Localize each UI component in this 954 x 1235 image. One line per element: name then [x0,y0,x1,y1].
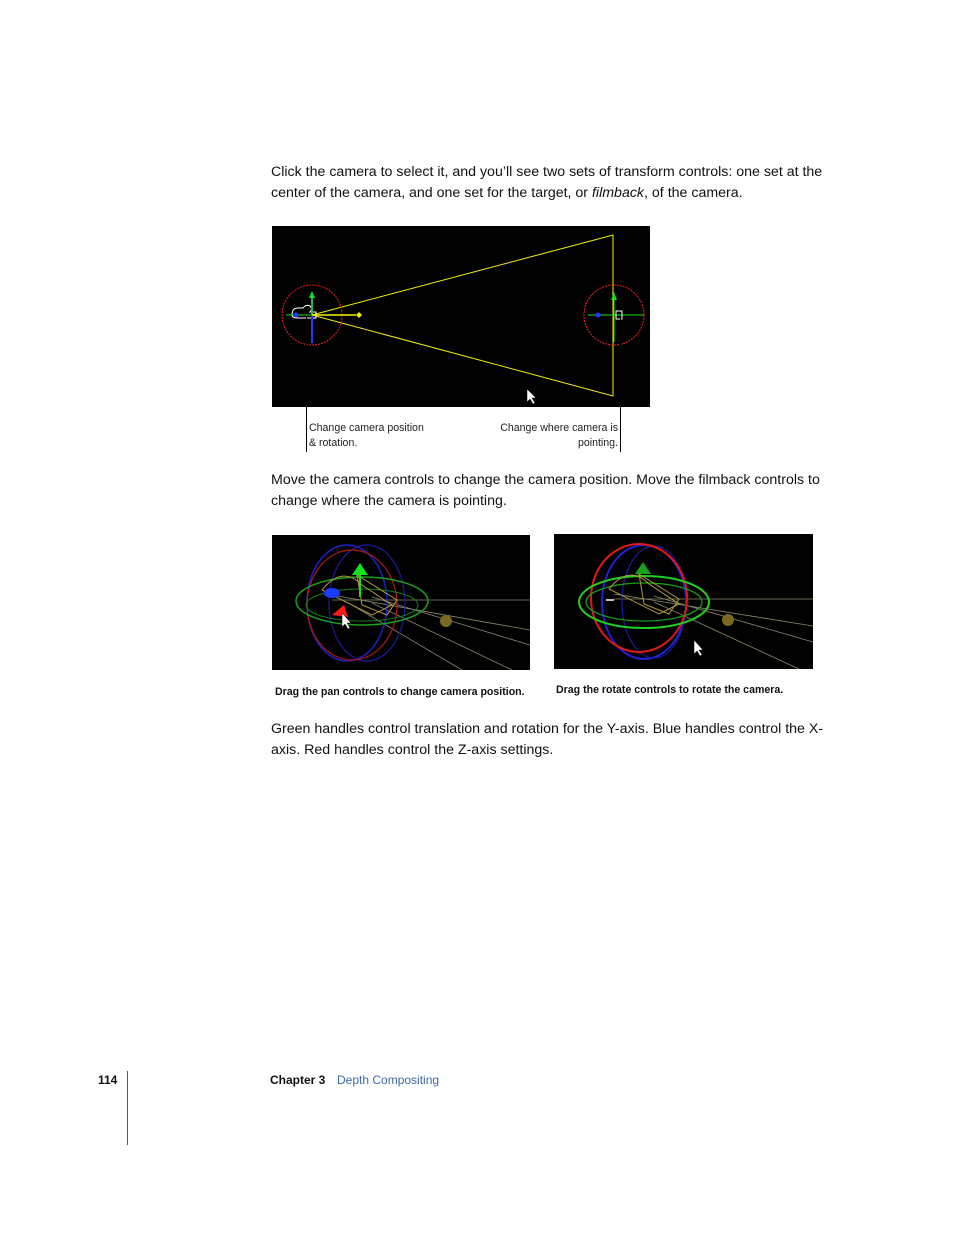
filmback-term: filmback [591,185,645,201]
callout-leader-left [306,316,307,452]
mouse-cursor-icon [527,389,536,404]
rotate-controls-graphic [554,534,813,669]
axis-colors-paragraph: Green handles control translation and rotation for the Y-axis. Blue handles control the X-axis. Red handles control the Z-axis settings. [271,721,824,758]
pan-controls-graphic [272,535,530,670]
camera-target-handle [356,312,362,318]
camera-top-view-figure [272,226,650,407]
filmback-y-arrow [611,292,617,300]
footer-chapter-label: Chapter 3 [270,1073,326,1087]
pan-controls-caption: Drag the pan controls to change camera position. [275,686,525,698]
intro-text-end: , of the camera. [644,185,743,201]
pan-controls-figure [272,535,530,670]
footer-chapter-title: Depth Compositing [337,1073,440,1087]
mouse-cursor-icon [694,640,703,656]
callout-camera-position: Change camera position & rotation. [309,422,424,449]
filmback-x-handle [596,313,601,318]
callout-leader-right [620,316,621,452]
page-number: 114 [98,1073,118,1087]
rotate-controls-caption: Drag the rotate controls to rotate the camera. [556,684,784,696]
intro-paragraph [271,162,831,204]
rotate-controls-figure [554,534,813,669]
camera-y-arrow [309,291,315,298]
filmback-paragraph: Move the camera controls to change the camera position. Move the filmback controls to change where the camera is pointing. [271,472,820,509]
intro-text: Click the camera to select it, and you’ll see two sets of transform controls: one set at the center of the camera, and one set for the target, or [271,164,823,201]
camera-x-handle [294,313,299,318]
callout-camera-pointing: Change where camera is pointing. [500,422,618,449]
footer-divider [127,1071,128,1145]
camera-top-view-graphic [272,226,650,407]
